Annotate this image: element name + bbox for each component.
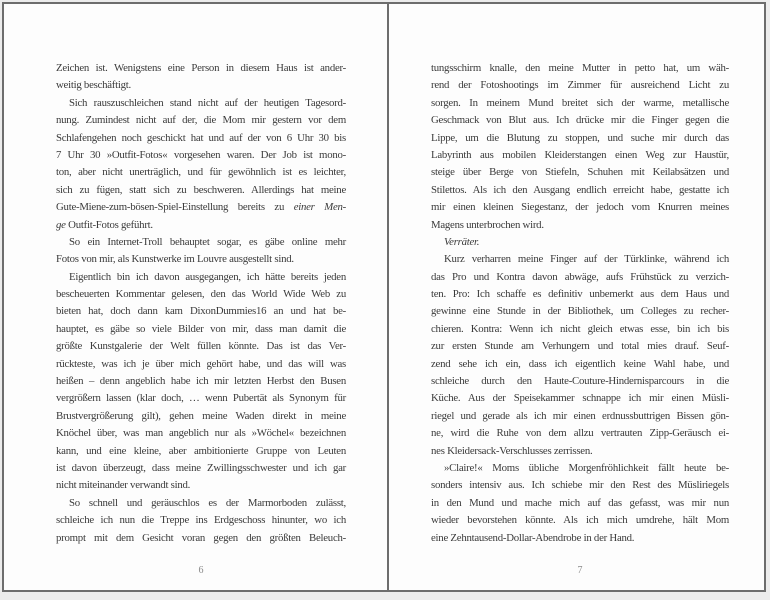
text-line: sich zu fügen, statt sich zu beschweren. Allerdings hat meine bbox=[56, 183, 346, 196]
page-text-column-left bbox=[56, 60, 346, 547]
text-line: Gute-Miene-zum-bösen-Spiel-Einstellung bereits zu einer Men- bbox=[56, 201, 346, 214]
text-line: 7 Uhr 30 »Outfit-Fotos« vorgesehen waren. Der Job ist mono- bbox=[56, 148, 346, 161]
text-line: zur ersten Stunde am Verhungern und total mies drauf. Seuf- bbox=[431, 340, 729, 353]
text-line: schleiche ich nun die Treppe ins Erdgeschoss hinunter, wo ich bbox=[56, 514, 346, 527]
text-line: ten. Pro: Ich schaffe es definitiv unbemerkt aus dem Haus und bbox=[431, 288, 729, 301]
book-page-left bbox=[4, 4, 387, 590]
text-line: nicht miteinander verwandt sind. bbox=[56, 479, 191, 492]
text-line: Geschmack von Blut aus. Ich drücke mir die Finger gegen die bbox=[431, 114, 729, 127]
text-line: gewinne eine Stunde in der Bibliothek, um Colleges zu recher- bbox=[431, 305, 729, 318]
text-line: größte Kunstgalerie der Welt füllen könnte. Das ist das Ver- bbox=[56, 340, 346, 353]
text-line: Küche. Aus der Speisekammer schnappe ich mir einen Müsli- bbox=[431, 392, 729, 405]
text-line: tungsschirm knalle, den meine Mutter in petto hat, um wäh- bbox=[431, 62, 729, 74]
text-line: kann, und eine kleine, aber ambitionierte Gruppe von Leuten bbox=[56, 444, 346, 457]
text-line: Kurz verharren meine Finger auf der Türklinke, während ich bbox=[444, 253, 729, 266]
text-line: chieren. Kontra: Wenn ich nicht gleich etwas esse, bin ich bis bbox=[431, 322, 729, 335]
text-line: sorgen. In meinem Mund breitet sich der warme, metallische bbox=[431, 96, 729, 109]
text-line: eine Zehntausend-Dollar-Abendrobe in der Hand. bbox=[431, 531, 635, 544]
book-page-right bbox=[389, 4, 764, 590]
text-line: So ein Internet-Troll behauptet sogar, es gäbe online mehr bbox=[69, 235, 346, 248]
text-line: bescheuerten Kommentar gelesen, den das World Wide Web zu bbox=[56, 288, 346, 301]
text-line: ne, wird die Ruhe von dem allzu vertrauten Zipp-Geräusch ei- bbox=[431, 427, 729, 440]
text-line: rend der Fotoshootings im Zimmer für ausreichend Licht zu bbox=[431, 79, 729, 92]
book-spread bbox=[2, 2, 766, 592]
text-line: prompt mit dem Gesicht voran gegen den größten Beleuch- bbox=[56, 531, 346, 544]
text-line: »Claire!« Moms übliche Morgenfröhlichkeit fällt heute be- bbox=[444, 461, 729, 474]
text-line: Magens unterbrochen wird. bbox=[431, 218, 544, 231]
text-line: Stilettos. Als ich den Ausgang endlich erreicht habe, gestatte ich bbox=[431, 183, 729, 196]
text-line: Lippe, um die Blutung zu stoppen, und suche mir durch das bbox=[431, 131, 729, 144]
text-line: Labyrinth aus mobilen Kleiderstangen einen Weg zur Haustür, bbox=[431, 148, 729, 161]
text-line: rückteste, was ich je über mich gehört habe, und das will was bbox=[56, 357, 346, 370]
text-line: sonders intensiv aus. Ich schiebe mir den Rest des Müsliriegels bbox=[431, 479, 729, 492]
page-number-left: 6 bbox=[198, 564, 204, 576]
text-line: So schnell und geräuschlos es der Marmorboden zulässt, bbox=[69, 496, 346, 509]
background-strip bbox=[0, 594, 770, 600]
text-line: weitig beschäftigt. bbox=[56, 79, 132, 92]
text-line: ton, aber nicht unerträglich, und für gewöhnlich ist es leichter, bbox=[56, 166, 346, 179]
text-line: hauptet, es gäbe so viele Bilder von mir, dass man damit die bbox=[56, 322, 346, 335]
text-line: das Pro und Kontra davon abwäge, aufs Frühstück zu verzich- bbox=[431, 270, 729, 283]
text-line: bieten hat, doch dann kam DixonDummies16 an und hat be- bbox=[56, 305, 346, 318]
page-number-right: 7 bbox=[577, 564, 583, 576]
text-line: Zeichen ist. Wenigstens eine Person in diesem Haus ist ander- bbox=[56, 62, 346, 74]
page-text-column-right bbox=[431, 60, 729, 547]
text-line: Sich rauszuschleichen stand nicht auf der heutigen Tagesord- bbox=[69, 96, 346, 109]
text-line: zend sehe ich ein, dass ich eigentlich keine Wahl habe, und bbox=[431, 357, 729, 370]
text-line: mir einen kleinen Siegestanz, der jedoch vom Knurren meines bbox=[431, 201, 729, 214]
text-line: in den Mund und mache mich auf das gefasst, was mir nun bbox=[431, 496, 729, 509]
text-line: Verräter. bbox=[444, 235, 480, 248]
text-line: Eigentlich bin ich davon ausgegangen, ich hätte bereits jeden bbox=[69, 270, 346, 283]
text-line: ge Outfit-Fotos geführt. bbox=[56, 218, 153, 231]
text-line: steige über Berge von Stiefeln, Schuhen mit Keilabsätzen und bbox=[431, 166, 729, 179]
text-line: heißen – denn angeblich habe ich mir letzten Herbst den Busen bbox=[56, 375, 346, 388]
text-line: Schlafengehen noch geschickt hat und auf der von 6 Uhr 30 bis bbox=[56, 131, 346, 144]
text-line: Brustvergrößerung gilt), gehen meine Waden direkt in meine bbox=[56, 409, 346, 422]
text-line: nes Kleidersack-Verschlusses zerrissen. bbox=[431, 444, 593, 457]
text-line: Knöchel über, was man angeblich nur als »Wöchel« bezeichnen bbox=[56, 427, 346, 440]
text-line: nung. Zumindest nicht auf der, die Mom mir gestern vor dem bbox=[56, 114, 346, 127]
text-line: ist davon überzeugt, dass meine Zwillingsschwester und ich gar bbox=[56, 461, 346, 474]
text-line: vergrößern lassen (klar doch, … wenn Pubertät als Synonym für bbox=[56, 392, 346, 405]
text-line: riegel und gerade als ich mir einen erdnussbuttrigen Bissen gön- bbox=[431, 409, 729, 422]
text-line: wieder bevorstehen könnte. Als ich mich umdrehe, hält Mom bbox=[431, 514, 729, 527]
text-line: schleiche durch den Haute-Couture-Hindernisparcours in die bbox=[431, 375, 729, 388]
text-line: Fotos von mir, als Kunstwerke im Louvre ausgestellt sind. bbox=[56, 253, 294, 266]
